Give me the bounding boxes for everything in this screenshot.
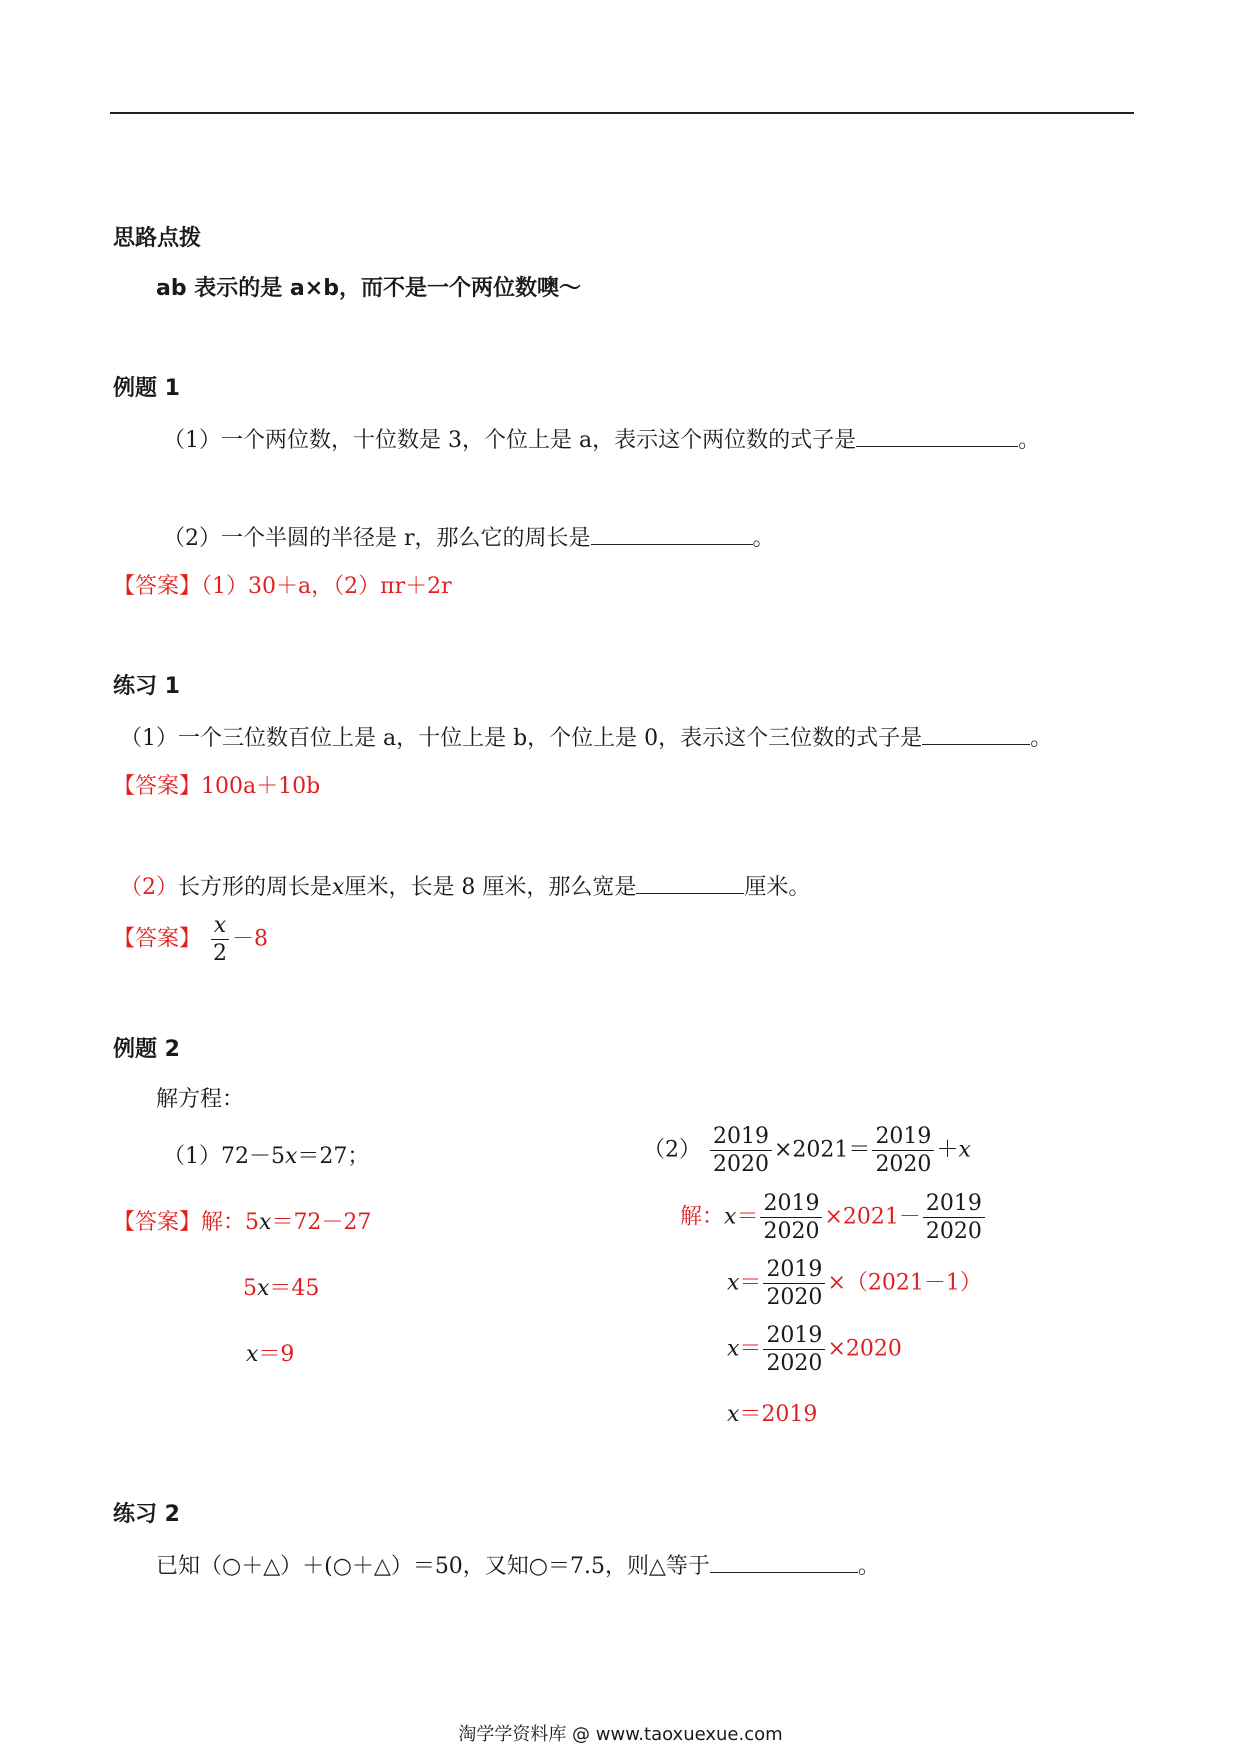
- fraction: $\frac{2019}{2020}$: [763, 1324, 825, 1375]
- fraction: $\frac{2019}{2020}$: [760, 1192, 822, 1243]
- footer-text: 淘学学资料库 @ www.taoxuexue.com: [458, 1724, 783, 1745]
- example2-question2: （2） $\frac{2019}{2020}$ ×2021＝ $\frac{2019}{2020}$ ＋x: [643, 1124, 971, 1178]
- fraction: $\frac{2019}{2020}$: [710, 1125, 772, 1176]
- fraction: $\frac{2019}{2020}$: [923, 1192, 985, 1243]
- practice2-title: 练习 2: [113, 1502, 180, 1527]
- example2-answer2-line1: 解：x＝ $\frac{2019}{2020}$ ×2021－ $\frac{2019}{2020}$: [680, 1192, 987, 1243]
- practice1-title: 练习 1: [113, 674, 180, 699]
- example2-answer1-line1: 【答案】解：5x＝72－27: [113, 1210, 372, 1235]
- example2-question1: （1）72－5x＝27；: [163, 1144, 370, 1169]
- practice1-answer1: 【答案】100a＋10b: [113, 774, 321, 799]
- example2-answer2-line4: x＝2019: [727, 1402, 818, 1427]
- practice1-answer2: 【答案】 $\frac{x}{2}$ －8: [113, 913, 269, 967]
- example2-answer1-line3: x＝9: [246, 1342, 295, 1367]
- practice2-question: 已知（○＋△）＋(○＋△）＝50，又知○＝7.5，则△等于 。: [156, 1554, 880, 1579]
- answer-blank[interactable]: [856, 426, 1018, 447]
- fraction: $\frac{x}{2}$: [210, 914, 230, 965]
- example2-answer2-line3: x＝ $\frac{2019}{2020}$ ×2020: [727, 1323, 902, 1377]
- example2-answer2-line2: x＝ $\frac{2019}{2020}$ ×（2021－1）: [727, 1257, 982, 1311]
- example1-title: 例题 1: [113, 376, 180, 401]
- example2-answer1-line2: 5x＝45: [243, 1276, 320, 1301]
- example1-question2: （2）一个半圆的半径是 r，那么它的周长是 。: [163, 526, 775, 551]
- answer-blank[interactable]: [591, 524, 753, 545]
- header-rule: [110, 112, 1134, 114]
- hint-text: ab 表示的是 a×b，而不是一个两位数噢～: [156, 276, 581, 301]
- example2-title: 例题 2: [113, 1037, 180, 1062]
- answer-blank[interactable]: [922, 724, 1030, 745]
- fraction: $\frac{2019}{2020}$: [872, 1125, 934, 1176]
- example1-question1: （1）一个两位数，十位数是 3，个位上是 a，表示这个两位数的式子是 。: [163, 428, 1041, 453]
- answer-blank[interactable]: [710, 1552, 858, 1573]
- answer-blank[interactable]: [636, 873, 744, 894]
- example2-intro: 解方程：: [156, 1087, 245, 1112]
- hint-title: 思路点拨: [113, 226, 202, 251]
- fraction: $\frac{2019}{2020}$: [763, 1258, 825, 1309]
- example1-answer: 【答案】（1）30＋a，（2）πr＋2r: [113, 574, 452, 599]
- practice1-question1: （1）一个三位数百位上是 a，十位上是 b，个位上是 0，表示这个三位数的式子是 。: [120, 726, 1053, 751]
- practice1-question2: （2）长方形的周长是x厘米，长是 8 厘米，那么宽是 厘米。: [120, 875, 811, 900]
